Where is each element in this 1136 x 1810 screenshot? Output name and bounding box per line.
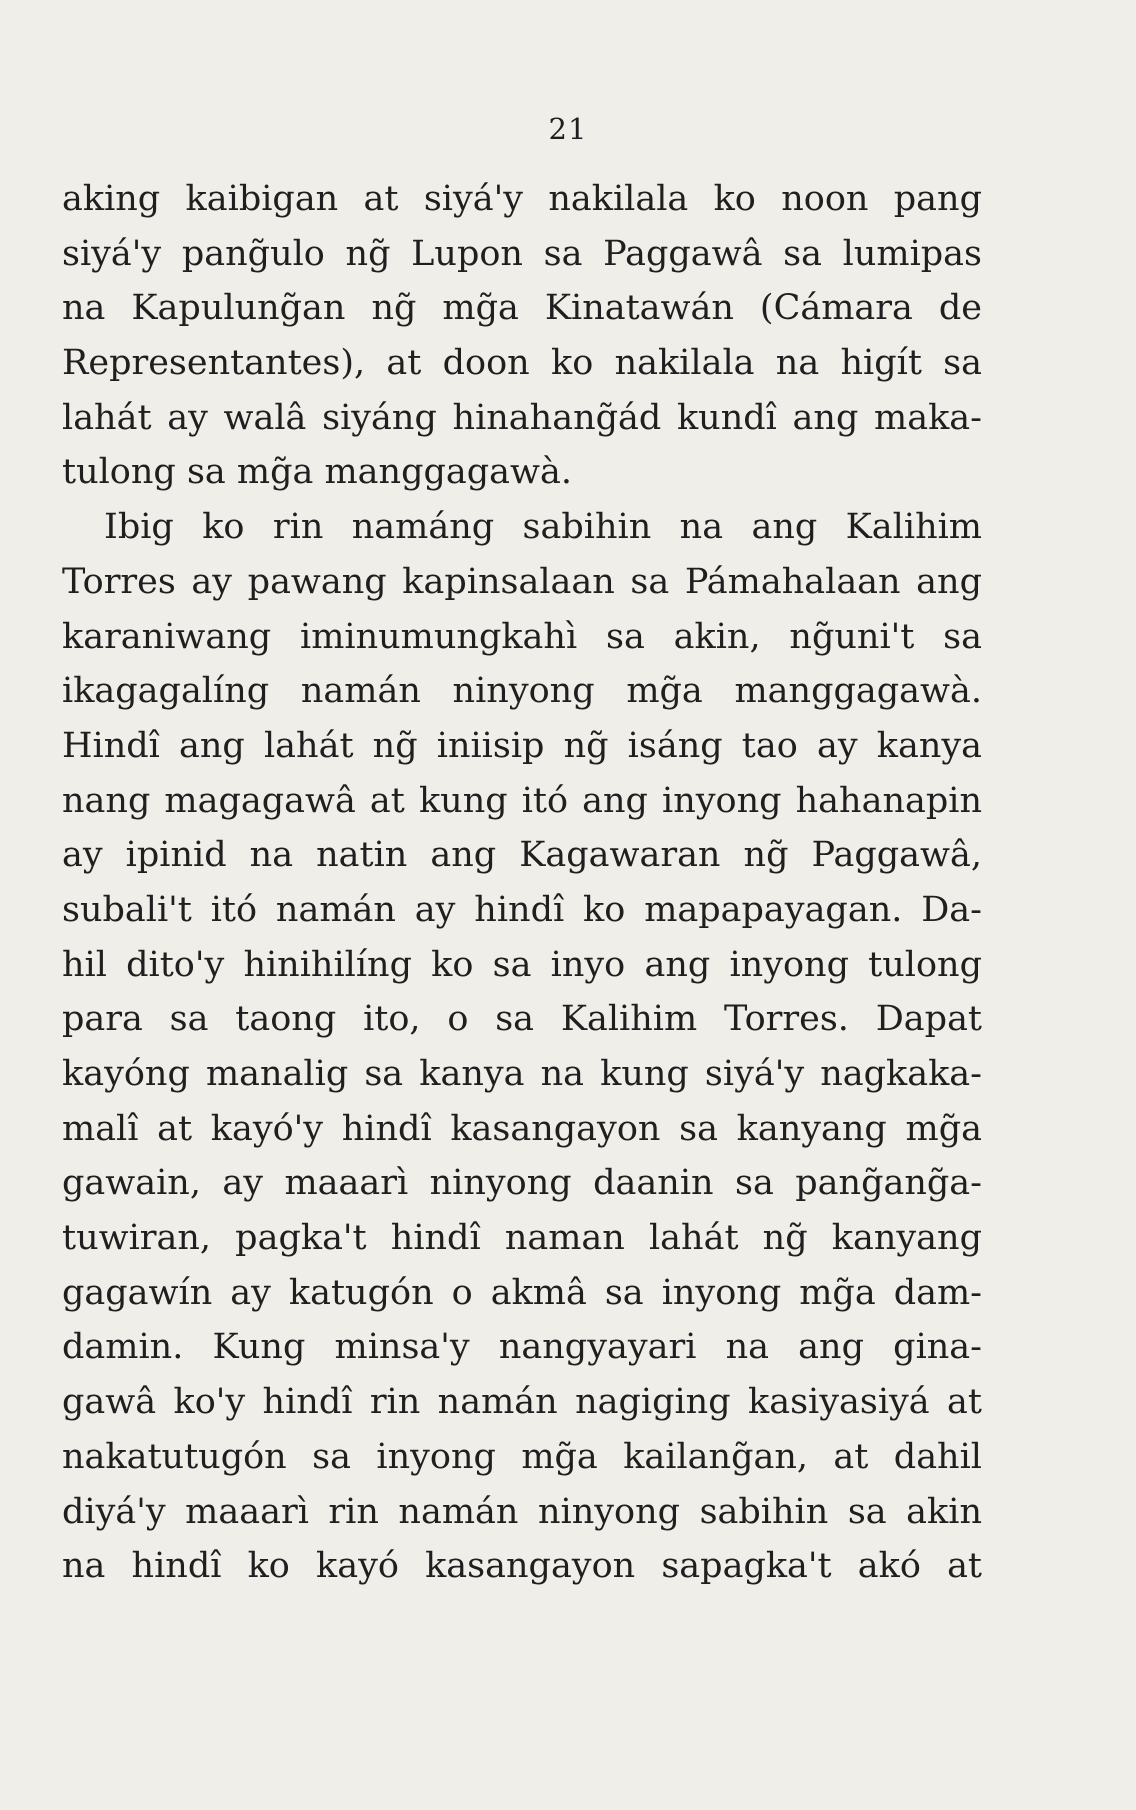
text-line: damin. Kung minsa'y nangyayari na ang gina- bbox=[62, 1327, 982, 1368]
text-line: tuwiran, pagka't hindî naman lahát ng̃ kanyang bbox=[62, 1218, 982, 1259]
text-line: gawâ ko'y hindî rin namán nagiging kasiyasiyá at bbox=[62, 1382, 982, 1423]
text-line: nakatutugón sa inyong mg̃a kailang̃an, at dahil bbox=[62, 1436, 982, 1477]
text-line: na Kapulung̃an ng̃ mg̃a Kinatawán (Cámara de bbox=[62, 288, 982, 329]
text-line: gawain, ay maaarì ninyong daanin sa pang̃ang̃a- bbox=[62, 1163, 982, 1204]
text-line: Torres ay pawang kapinsalaan sa Pámahalaan ang bbox=[62, 561, 982, 602]
text-line: hil dito'y hinihilíng ko sa inyo ang inyong tulong bbox=[62, 944, 982, 985]
text-line: malî at kayó'y hindî kasangayon sa kanyang mg̃a bbox=[62, 1108, 982, 1149]
body-text bbox=[62, 172, 982, 1594]
text-line: ay ipinid na natin ang Kagawaran ng̃ Paggawâ, bbox=[62, 835, 982, 876]
text-line: gagawín ay katugón o akmâ sa inyong mg̃a dam- bbox=[62, 1272, 982, 1313]
text-line: ikagagalíng namán ninyong mg̃a manggagawà. bbox=[62, 671, 982, 712]
page-number: 21 bbox=[548, 112, 588, 146]
text-line: para sa taong ito, o sa Kalihim Torres. Dapat bbox=[62, 999, 982, 1040]
paragraph-first-line: Ibig ko rin namáng sabihin na ang Kalihim bbox=[104, 507, 982, 548]
text-line: diyá'y maaarì rin namán ninyong sabihin sa akin bbox=[62, 1491, 982, 1532]
text-line: subali't itó namán ay hindî ko mapapayagan. Da- bbox=[62, 889, 982, 930]
text-line: Representantes), at doon ko nakilala na higít sa bbox=[62, 343, 982, 384]
text-line: kayóng manalig sa kanya na kung siyá'y nagkaka- bbox=[62, 1054, 982, 1094]
text-line: karaniwang iminumungkahì sa akin, ng̃uni't sa bbox=[62, 616, 982, 657]
text-line: aking kaibigan at siyá'y nakilala ko noon pang bbox=[62, 179, 982, 219]
text-line: tulong sa mg̃a manggagawà. bbox=[62, 452, 572, 493]
text-line: Hindî ang lahát ng̃ iniisip ng̃ isáng tao ay kanya bbox=[62, 725, 982, 766]
text-line: lahát ay walâ siyáng hinahang̃ád kundî ang maka- bbox=[62, 397, 982, 438]
text-line: siyá'y pang̃ulo ng̃ Lupon sa Paggawâ sa lumipas bbox=[62, 233, 982, 274]
text-line: na hindî ko kayó kasangayon sapagka't akó at bbox=[62, 1546, 982, 1587]
text-line: nang magagawâ at kung itó ang inyong hahanapin bbox=[62, 780, 982, 821]
